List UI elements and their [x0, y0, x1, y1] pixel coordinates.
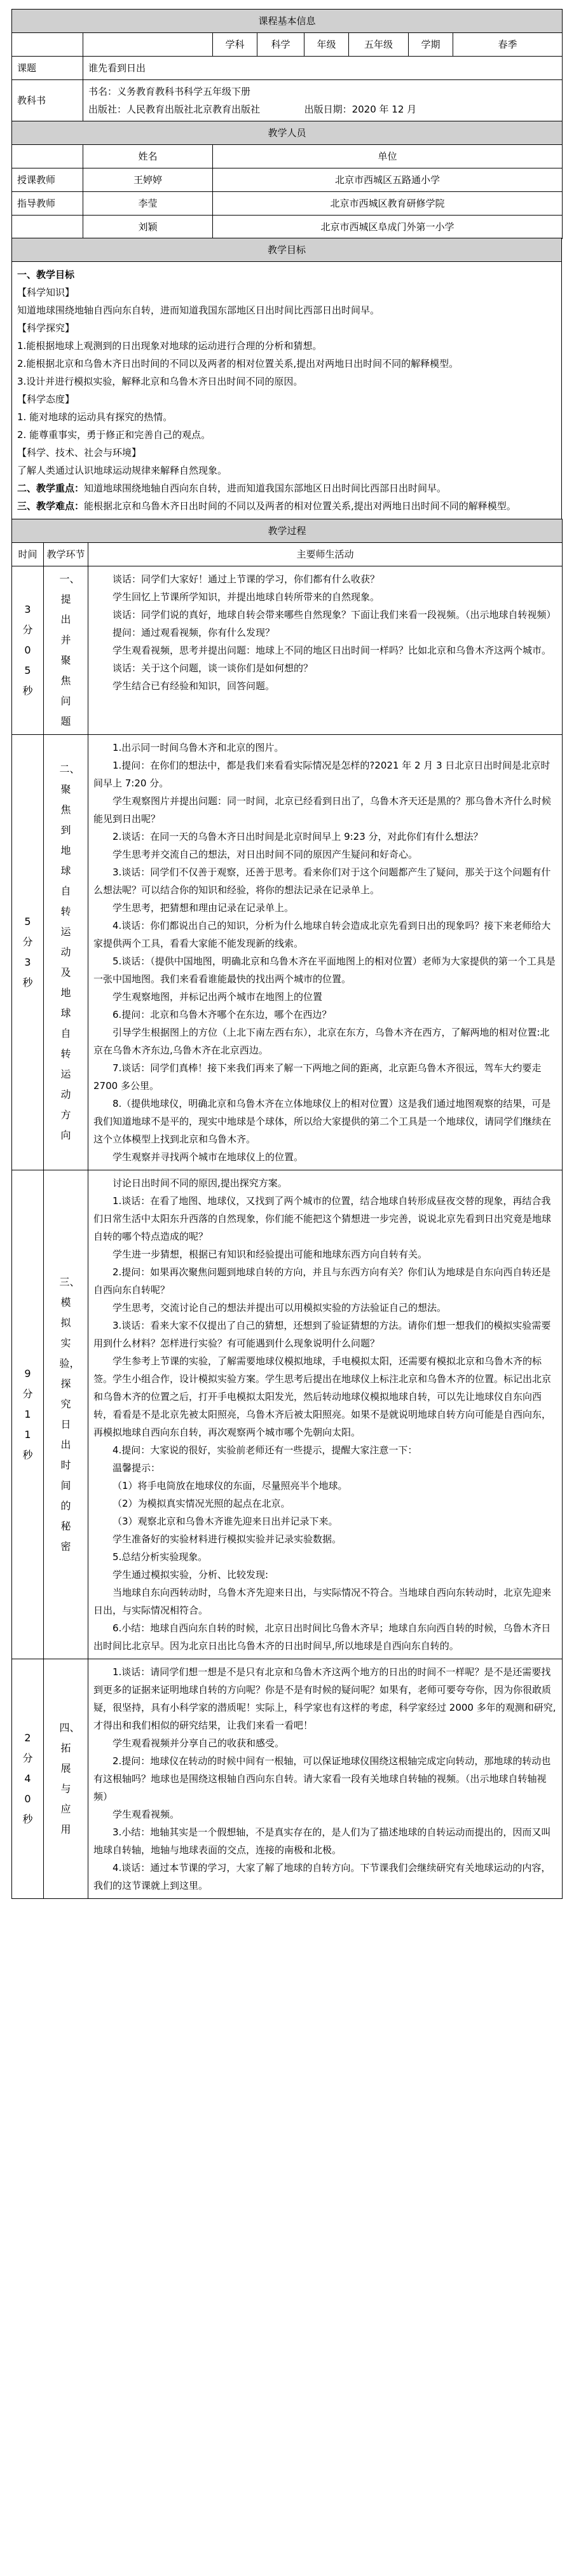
activity-paragraph: 1.谈话：在看了地图、地球仪，又找到了两个城市的位置，结合地球自转形成昼夜交替的现象，再结合我们日常生活中太阳东升西落的自然现象，你们能不能把这个猜想进一步完善，说说北京先看到日出究竟是地球自转的哪个特点造成的呢？	[93, 1195, 552, 1242]
staff-row	[12, 215, 563, 238]
stage-name: 三、模拟实验，探究日出时间的秘密	[44, 1170, 88, 1659]
staff-name: 王婷婷	[83, 168, 213, 191]
goal-line: 【科学探究】	[17, 322, 75, 334]
process-header: 教学过程	[12, 519, 563, 542]
stage-activities	[88, 1170, 563, 1659]
main-column: 主要师生活动	[88, 542, 563, 566]
goal-line: 【科学、技术、社会与环境】	[17, 447, 142, 458]
goal-line: 1.能根据地球上观测到的日出现象对地球的运动进行合理的分析和猜想。	[17, 340, 322, 352]
tip-item: （1）将手电筒放在地球仪的东面，尽量照亮半个地球。	[113, 1479, 348, 1491]
activity-paragraph: 7.谈话：同学们真棒！接下来我们再来了解一下两地之间的距离，北京距乌鲁木齐很远，驾车大约要走 2700 多公里。	[93, 1062, 542, 1092]
activity-paragraph: 学生参考上节课的实验，了解需要地球仪模拟地球，手电模拟太阳，还需要有模拟北京和乌鲁木齐的标签。学生小组合作，设计模拟实验方案。学生思考后提出在地球仪上标注北京和乌鲁木齐的位置。标记出北京和乌鲁木齐的位置之后，打开手电模拟太阳发光，然后转动地球仪模拟地球自转，可以先让地球仪自东向西转，看看是不是北京先被太阳照亮，乌鲁木齐后被太阳照亮。如果不是就说明地球自转方向可能是自西向东，再模拟地球自西向东自转，再次观察两个城市哪个先朝向太阳。	[93, 1355, 552, 1438]
tip-item: （2）为模拟真实情况光照的起点在北京。	[113, 1497, 290, 1509]
goal-line: 一、教学目标	[17, 269, 75, 280]
activity-paragraph: 6.小结：地球自西向东自转的时候，北京日出时间比乌鲁木齐早；地球自东向西自转的时候，乌鲁木齐日出时间比北京早。因为北京日出比乌鲁木齐的日出时间早,所以地球是自西向东自转的。	[93, 1622, 551, 1652]
activity-paragraph: 学生观看视频，思考并提出问题：地球上不同的地区日出时间一样吗？比如北京和乌鲁木齐这两个城市。	[113, 644, 552, 656]
key-point	[17, 479, 556, 497]
topic-label: 课题	[12, 57, 83, 80]
stage-time: 5分3秒	[12, 734, 44, 1170]
goal-line: 2.能根据北京和乌鲁木齐日出时间的不同以及两者的相对位置关系,提出对两地日出时间不同的解释模型。	[17, 358, 459, 369]
activity-paragraph: 学生观看视频。	[113, 1808, 180, 1820]
grade-value: 五年级	[349, 33, 409, 57]
stage-activities	[88, 1659, 563, 1898]
activity-paragraph: 当地球自东向西转动时，乌鲁木齐先迎来日出，与实际情况不符合。当地球自西向东转动时，北京先迎来日出，与实际情况相符合。	[93, 1586, 552, 1616]
textbook-publish-date: 出版日期：2020 年 12 月	[304, 104, 417, 115]
staff-row	[12, 191, 563, 215]
tip-item: （3）观察北京和乌鲁木齐谁先迎来日出并记录下来。	[113, 1515, 338, 1527]
activity-paragraph: 学生通过模拟实验，分析、比较发现:	[113, 1568, 269, 1580]
activity-paragraph: 5.总结分析实验现象。	[113, 1551, 208, 1563]
process-row	[12, 1659, 563, 1898]
difficulty-label: 三、教学难点：	[17, 500, 85, 512]
goal-line: 2. 能尊重事实，勇于修正和完善自己的观点。	[17, 429, 211, 441]
stage-name: 四、拓展与应用	[44, 1659, 88, 1898]
activity-paragraph: 4.谈话：你们都说出自己的知识，分析为什么地球自转会造成北京先看到日出的现象吗？接下来老师给大家提供两个工具，看看大家能不能发现新的线索。	[93, 919, 551, 949]
subject-label: 学科	[213, 33, 257, 57]
key-point-label: 二、教学重点：	[17, 483, 85, 494]
activity-paragraph: 学生回忆上节课所学知识，并提出地球自转所带来的自然现象。	[113, 591, 380, 603]
stage-time: 9分11秒	[12, 1170, 44, 1659]
process-row	[12, 566, 563, 734]
stage-name: 一、提出并聚焦问题	[44, 566, 88, 734]
activity-paragraph: 学生观看视频并分享自己的收获和感受。	[113, 1737, 285, 1749]
stage-activities	[88, 566, 563, 734]
activity-paragraph: 学生准备好的实验材料进行模拟实验并记录实验数据。	[113, 1533, 342, 1545]
activity-paragraph: 3.谈话：看来大家不仅提出了自己的猜想，还想到了验证猜想的方法。请你们想一想我们的模拟实验需要用到什么材料？怎样进行实验？有可能遇到什么现象说明什么问题？	[93, 1319, 551, 1349]
term-value: 春季	[453, 33, 563, 57]
activity-paragraph: 5.谈话：（提供中国地图，明确北京和乌鲁木齐在平面地图上的相对位置）老师为大家提供的第一个工具是一张中国地图。我们来看看谁能最快的找出两个城市的位置。	[93, 955, 556, 985]
activity-paragraph: 1.谈话：请同学们想一想是不是只有北京和乌鲁木齐这两个地方的日出的时间不一样呢？是不是还需要找到更多的证据来证明地球自转的方向呢？你是不是有时候的疑问呢？如果有，老师可要夸夸你，因为你很敢质疑，很坚持，具有小科学家的潜质呢！实际上，科学家也有这样的考虑，科学家经过 2000 多年的观测和研究,才得出和我们相似的研究结果，让我们来看一看吧！	[93, 1666, 556, 1731]
goal-line: 【科学态度】	[17, 394, 75, 405]
tip-title: 温馨提示：	[113, 1462, 161, 1474]
textbook-label: 教科书	[12, 80, 83, 121]
staff-role: 授课教师	[12, 168, 83, 191]
staff-role: 指导教师	[12, 191, 83, 215]
activity-paragraph: 6.提问：北京和乌鲁木齐哪个在东边，哪个在西边？	[113, 1008, 332, 1020]
staff-name: 李莹	[83, 191, 213, 215]
activity-paragraph: 1.出示同一时间乌鲁木齐和北京的图片。	[113, 741, 284, 753]
difficulty-text: 能根据北京和乌鲁木齐日出时间的不同以及两者的相对位置关系,提出对两地日出时间不同的解释模型。	[84, 500, 516, 512]
textbook-name: 书名：义务教育教科书科学五年级下册	[88, 86, 251, 97]
basic-info-table	[11, 9, 563, 121]
staff-name-column: 姓名	[83, 144, 213, 168]
stage-activities	[88, 734, 563, 1170]
activity-paragraph: 学生思考，把猜想和理由记录在记录单上。	[113, 901, 294, 914]
stage-time: 3分05秒	[12, 566, 44, 734]
staff-unit-column: 单位	[213, 144, 563, 168]
activity-paragraph: 谈话：同学们说的真好，地球自转会带来哪些自然现象？下面让我们来看一段视频。（出示地球自转视频）	[113, 608, 556, 620]
staff-role	[12, 215, 83, 238]
activity-paragraph: 2.谈话：在同一天的乌鲁木齐日出时间是北京时间早上 9:23 分，对此你们有什么想法？	[113, 830, 483, 842]
term-label: 学期	[409, 33, 453, 57]
activity-paragraph: 8.（提供地球仪，明确北京和乌鲁木齐在立体地球仪上的相对位置）这是我们通过地图观察的结果，可是我们知道地球不是平的，现实中地球是个球体，所以给大家提供的第二个工具是一个地球仪，请同学们继续在这个立体模型上找到北京和乌鲁木齐。	[93, 1097, 552, 1145]
textbook-info	[83, 80, 563, 121]
staff-row	[12, 168, 563, 191]
process-row	[12, 1170, 563, 1659]
grade-label: 年级	[304, 33, 349, 57]
staff-unit: 北京市西城区阜成门外第一小学	[213, 215, 563, 238]
activity-paragraph: 讨论日出时间不同的原因,提出探究方案。	[113, 1177, 287, 1189]
time-column: 时间	[12, 542, 44, 566]
activity-paragraph: 引导学生根据图上的方位（上北下南左西右东），北京在东方，乌鲁木齐在西方，了解两地的相对位置:北京在乌鲁木齐东边,乌鲁木齐在北京西边。	[93, 1026, 550, 1056]
goal-line: 1. 能对地球的运动具有探究的热情。	[17, 411, 173, 423]
activity-paragraph: 3.谈话：同学们不仅善于观察，还善于思考。看来你们对于这个问题都产生了疑问，那关于这个问题有什么想法呢？可以结合你的知识和经验，将你的想法记录在记录单上。	[93, 866, 551, 896]
activity-paragraph: 2.提问：地球仪在转动的时候中间有一根轴，可以保证地球仪围绕这根轴完成定向转动，那地球的转动也有这根轴吗？地球也是围绕这根轴自西向东自转。请大家看一段有关地球自转轴的视频。（出示地球自转轴视频）	[93, 1755, 551, 1802]
staff-name: 刘颖	[83, 215, 213, 238]
activity-paragraph: 学生思考并交流自己的想法，对日出时间不同的原因产生疑问和好奇心。	[113, 848, 418, 860]
activity-paragraph: 学生观察图片并提出问题：同一时间，北京已经看到日出了，乌鲁木齐天还是黑的？那乌鲁木齐什么时候能见到日出呢？	[93, 795, 552, 825]
activity-paragraph: 2.提问：如果再次聚焦问题到地球自转的方向，并且与东西方向有关？你们认为地球是自东向西自转还是自西向东自转呢？	[93, 1266, 551, 1296]
activity-paragraph: 学生思考，交流讨论自己的想法并提出可以用模拟实验的方法验证自己的想法。	[113, 1301, 447, 1313]
basic-info-header: 课程基本信息	[12, 10, 563, 33]
activity-paragraph: 学生结合已有经验和知识，回答问题。	[113, 680, 275, 692]
activity-paragraph: 学生进一步猜想，根据已有知识和经验提出可能和地球东西方向自转有关。	[113, 1248, 428, 1260]
stage-column: 教学环节	[44, 542, 88, 566]
activity-paragraph: 学生观察地图，并标记出两个城市在地图上的位置	[113, 990, 323, 1003]
goals-table	[11, 238, 562, 519]
goal-line: 知道地球围绕地轴自西向东自转，进而知道我国东部地区日出时间比西部日出时间早。	[17, 305, 380, 316]
activity-paragraph: 4.谈话：通过本节课的学习，大家了解了地球的自转方向。下节课我们会继续研究有关地球运动的内容，我们的这节课就上到这里。	[93, 1861, 551, 1891]
lesson-plan-page	[11, 9, 562, 1899]
staff-unit: 北京市西城区五路通小学	[213, 168, 563, 191]
goal-line: 3.设计并进行模拟实验，解释北京和乌鲁木齐日出时间不同的原因。	[17, 376, 303, 387]
goal-lines	[17, 266, 556, 479]
topic-value: 谁先看到日出	[83, 57, 563, 80]
textbook-publisher: 出版社：人民教育出版社北京教育出版社	[88, 104, 261, 115]
activity-paragraph: 谈话：同学们大家好！通过上节课的学习，你们都有什么收获？	[113, 573, 380, 585]
key-point-text: 知道地球围绕地轴自西向东自转，进而知道我国东部地区日出时间比西部日出时间早。	[84, 483, 447, 494]
stage-name: 二、聚焦到地球自转运动及地球自转运动方向	[44, 734, 88, 1170]
staff-unit: 北京市西城区教育研修学院	[213, 191, 563, 215]
staff-header: 教学人员	[12, 121, 563, 144]
difficulty	[17, 497, 556, 515]
activity-paragraph: 3.小结：地轴其实是一个假想轴，不是真实存在的，是人们为了描述地球的自转运动而提出的，因而又叫地球自转轴，地轴与地球表面的交点，连接的南极和北极。	[93, 1826, 551, 1856]
activity-paragraph: 谈话：关于这个问题，谈一谈你们是如何想的？	[113, 662, 313, 674]
subject-value: 科学	[257, 33, 304, 57]
goals-content	[12, 262, 562, 519]
stage-time: 2分40秒	[12, 1659, 44, 1898]
staff-table	[11, 121, 563, 239]
activity-paragraph: 学生观察并寻找两个城市在地球仪上的位置。	[113, 1151, 304, 1163]
goals-header: 教学目标	[12, 238, 562, 262]
activity-paragraph: 1.提问：在你们的想法中，都是我们来看看实际情况是怎样的?2021 年 2 月 3 日北京日出时间是北京时间早上 7:20 分。	[93, 759, 550, 789]
goal-line: 了解人类通过认识地球运动规律来解释自然现象。	[17, 465, 228, 476]
process-table	[11, 519, 563, 1899]
process-row	[12, 734, 563, 1170]
activity-paragraph: 提问：通过观看视频，你有什么发现？	[113, 626, 275, 638]
goal-line: 【科学知识】	[17, 287, 75, 298]
activity-paragraph: 4.提问：大家说的很好，实验前老师还有一些提示，提醒大家注意一下：	[113, 1444, 418, 1456]
